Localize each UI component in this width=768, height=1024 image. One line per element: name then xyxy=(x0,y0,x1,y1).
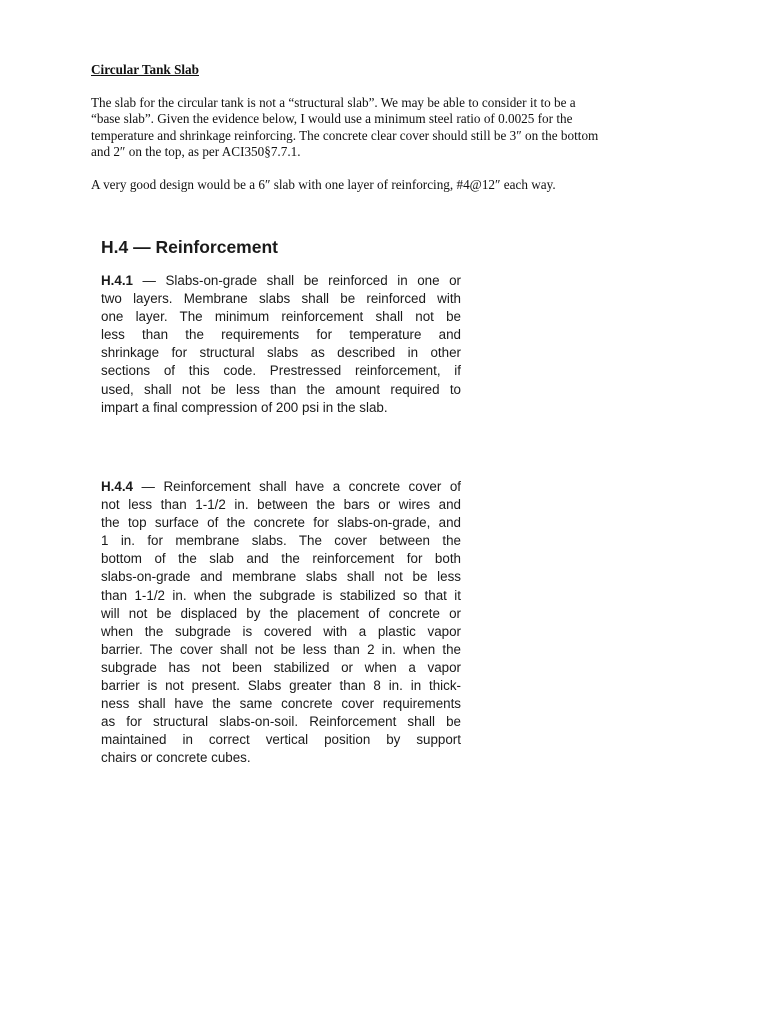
clause-line: maintained in correct vertical position by support xyxy=(101,732,461,748)
clause-line: barrier is not present. Slabs greater than 8 in. in thick- xyxy=(101,678,461,694)
clause-text: — Reinforcement shall have a concrete cover of xyxy=(133,479,461,494)
clause-line: subgrade has not been stabilized or when a vapor xyxy=(101,659,461,675)
clause-first-line xyxy=(101,272,461,290)
clause-first-line xyxy=(101,478,461,496)
memo-title: Circular Tank Slab xyxy=(91,62,199,77)
clause-line: will not be displaced by the placement of concrete or xyxy=(101,605,461,621)
clause-line: ness shall have the same concrete cover requirements xyxy=(101,696,461,712)
clause-line: two layers. Membrane slabs shall be reinforced with xyxy=(101,291,461,307)
memo-section xyxy=(91,62,651,210)
clause-number: H.4.1 xyxy=(101,273,134,288)
clause-line: sections of this code. Prestressed reinforcement, if xyxy=(101,363,461,379)
section-heading: H.4 — Reinforcement xyxy=(101,237,278,257)
memo-line: and 2″ on the top, as per ACI350§7.7.1. xyxy=(91,144,301,160)
clause-line: slabs-on-grade and membrane slabs shall not be less xyxy=(101,569,461,585)
memo-paragraph-2: A very good design would be a 6″ slab with one layer of reinforcing, #4@12″ each way. xyxy=(91,176,556,192)
clause-line: one layer. The minimum reinforcement shall not be xyxy=(101,309,461,325)
clause-line: than 1-1/2 in. when the subgrade is stabilized so that it xyxy=(101,587,461,603)
clause-text: — Slabs-on-grade shall be reinforced in one or xyxy=(133,273,461,288)
clause-h41 xyxy=(101,272,461,417)
clause-line: impart a final compression of 200 psi in the slab. xyxy=(101,399,388,415)
clause-line: less than the requirements for temperature and xyxy=(101,327,461,343)
clause-line: 1 in. for membrane slabs. The cover between the xyxy=(101,533,461,549)
clause-number: H.4.4 xyxy=(101,479,134,494)
clause-line: used, shall not be less than the amount required to xyxy=(101,381,461,397)
memo-line: temperature and shrinkage reinforcing. The concrete clear cover should still be 3″ on the bottom xyxy=(91,127,599,143)
clause-line: barrier. The cover shall not be less than 2 in. when the xyxy=(101,641,461,657)
memo-line: “base slab”. Given the evidence below, I would use a minimum steel ratio of 0.0025 for the xyxy=(91,111,573,127)
memo-line: The slab for the circular tank is not a “structural slab”. We may be able to consider it to be a xyxy=(91,94,576,110)
memo-paragraph-1 xyxy=(91,95,651,161)
clause-line: as for structural slabs-on-soil. Reinforcement shall be xyxy=(101,714,461,730)
clause-line: not less than 1-1/2 in. between the bars or wires and xyxy=(101,497,461,513)
clause-line: bottom of the slab and the reinforcement for both xyxy=(101,551,461,567)
clause-line: chairs or concrete cubes. xyxy=(101,750,251,766)
clause-h44 xyxy=(101,478,461,768)
clause-line: when the subgrade is covered with a plastic vapor xyxy=(101,623,461,639)
clause-line: the top surface of the concrete for slabs-on-grade, and xyxy=(101,515,461,531)
clause-line: shrinkage for structural slabs as described in other xyxy=(101,345,461,361)
